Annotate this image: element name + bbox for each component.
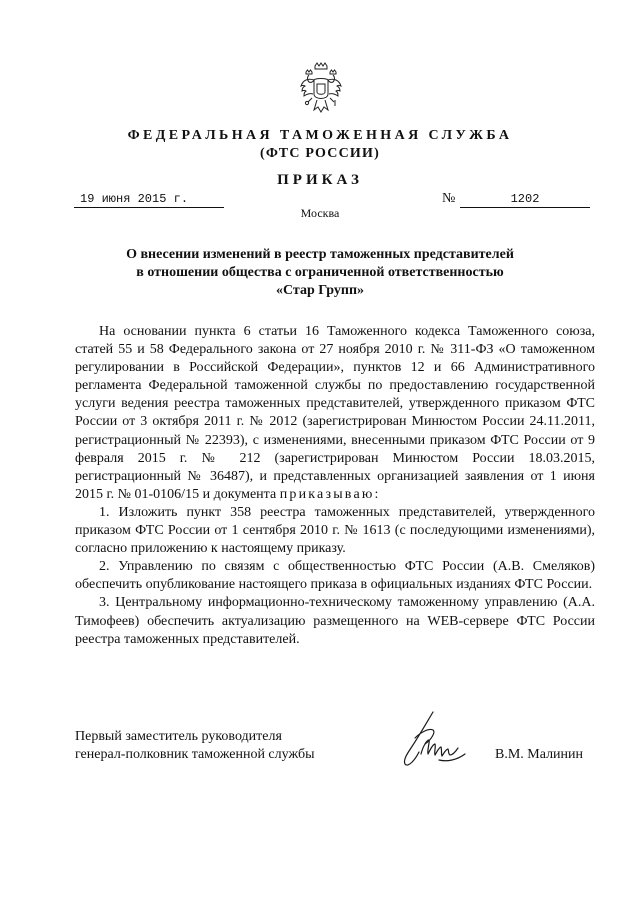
subject-line: О внесении изменений в реестр таможенных представителей — [126, 247, 514, 262]
order-item-3: 3. Центральному информационно-техническому таможенному управлению (А.А. Тимофеев) обеспечить актуализацию размещенного на WEB-сервере ФТС России реестра таможенных представителей. — [75, 595, 595, 647]
document-subject — [80, 246, 560, 300]
coat-of-arms-icon — [300, 62, 342, 114]
document-type: ПРИКАЗ — [277, 172, 363, 188]
order-item-1: 1. Изложить пункт 358 реестра таможенных представителей, утвержденного приказом ФТС России от 1 сентября 2010 г. № 1613 (с последующими изменениями), согласно приложению к настоящему приказу. — [75, 504, 595, 557]
document-city: Москва — [300, 206, 340, 220]
agency-abbreviation: (ФТС РОССИИ) — [260, 146, 380, 161]
signer-name: В.М. Малинин — [495, 747, 584, 762]
number-sign: № — [442, 191, 456, 206]
signer-position — [75, 728, 314, 764]
preamble-paragraph — [75, 323, 595, 504]
document-date: 19 июня 2015 г. — [74, 190, 224, 208]
subject-line: «Стар Групп» — [275, 283, 365, 298]
order-word: приказываю: — [279, 486, 381, 502]
order-item-2: 2. Управлению по связям с общественностью ФТС России (А.В. Смеляков) обеспечить опубликование настоящего приказа в официальных изданиях ФТС России. — [75, 559, 595, 593]
agency-name: ФЕДЕРАЛЬНАЯ ТАМОЖЕННАЯ СЛУЖБА — [127, 128, 513, 143]
document-number: 1202 — [460, 190, 590, 208]
preamble-text: На основании пункта 6 статьи 16 Таможенного кодекса Таможенного союза, статей 55 и 58 Федерального закона от 27 ноября 2010 г. № 311-ФЗ «О таможенном регулировании в Российской Федерации», пунктов 12 и 66 Административного регламента Федеральной таможенной службы по предоставлению государственной услуги ведения реестра таможенных представителей, утвержденного приказом ФТС России от 3 октября 2011 г. № 2012 (зарегистрирован Минюстом России 24.11.2011, регистрационный № 22393), с изменениями, внесенными приказом ФТС России от 9 февраля 2015 г. № 212 (зарегистрирован Минюстом России 18.03.2015, регистрационный № 36487), и представленных организацией заявления от 1 июня 2015 г. № 01-0106/15 и документа — [75, 324, 595, 502]
signer-position-line: генерал-полковник таможенной службы — [75, 747, 315, 762]
signer-position-line: Первый заместитель руководителя — [75, 729, 282, 744]
handwritten-signature — [395, 708, 485, 778]
document-body — [75, 323, 595, 649]
subject-line: в отношении общества с ограниченной ответственностью — [136, 265, 504, 280]
